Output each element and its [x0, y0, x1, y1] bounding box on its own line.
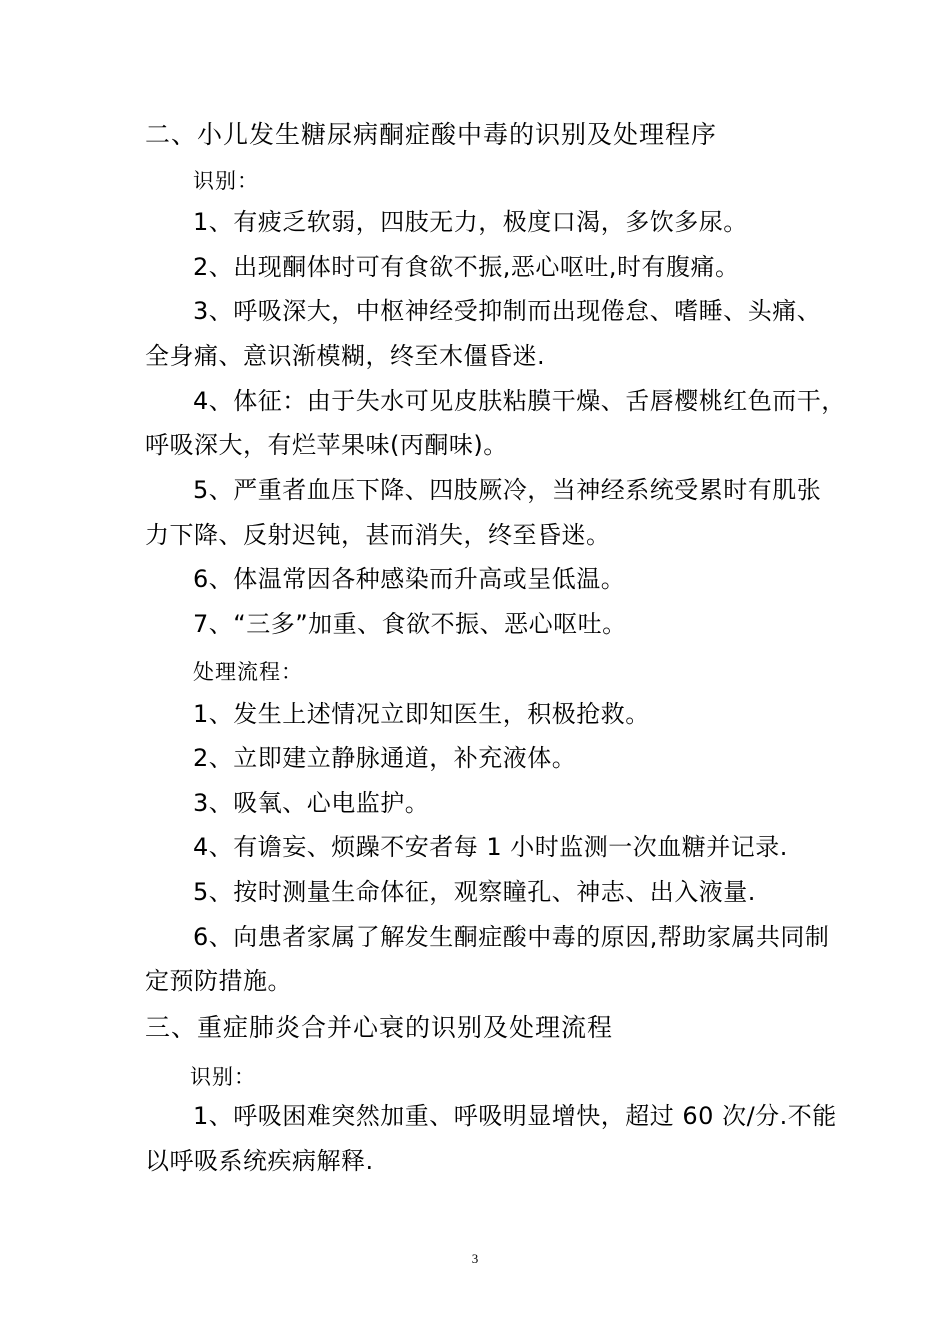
- section2-identify-item-5-cont: 力下降、反射迟钝，甚而消失，终至昏迷。: [145, 521, 611, 549]
- section2-process-item-2: 2、立即建立静脉通道，补充液体。: [193, 744, 577, 772]
- section2-heading: 二、小儿发生糖尿病酮症酸中毒的识别及处理程序: [145, 120, 718, 149]
- section3-identify-item-1-cont: 以呼吸系统疾病解释.: [145, 1147, 374, 1175]
- section2-identify-item-3-cont: 全身痛、意识渐模糊，终至木僵昏迷.: [145, 342, 546, 370]
- section2-identify-item-7: 7、“三多”加重、食欲不振、恶心呕吐。: [193, 610, 627, 638]
- section3-identify-label: 识别：: [190, 1065, 256, 1089]
- section2-process-item-3: 3、吸氧、心电监护。: [193, 789, 430, 817]
- section2-identify-item-2: 2、出现酮体时可有食欲不振,恶心呕吐,时有腹痛。: [193, 253, 740, 281]
- section2-identify-item-4-cont: 呼吸深大，有烂苹果味(丙酮味)。: [145, 431, 508, 459]
- section2-process-item-1: 1、发生上述情况立即知医生，积极抢救。: [193, 700, 650, 728]
- section2-process-label: 处理流程：: [193, 660, 303, 684]
- section2-process-item-6-cont: 定预防措施。: [145, 967, 292, 995]
- section2-process-item-5: 5、按时测量生命体征，观察瞳孔、神志、出入液量.: [193, 878, 756, 906]
- section2-identify-item-1: 1、有疲乏软弱，四肢无力，极度口渴，多饮多尿。: [193, 208, 748, 236]
- section2-identify-item-5: 5、严重者血压下降、四肢厥冷，当神经系统受累时有肌张: [193, 476, 822, 504]
- section2-process-item-4: 4、有谵妄、烦躁不安者每 1 小时监测一次血糖并记录.: [193, 833, 788, 861]
- section2-process-item-6: 6、向患者家属了解发生酮症酸中毒的原因,帮助家属共同制: [193, 923, 830, 951]
- section2-identify-label: 识别：: [193, 169, 259, 193]
- section2-identify-item-4: 4、体征：由于失水可见皮肤粘膜干燥、舌唇樱桃红色而干，: [193, 387, 846, 415]
- section3-identify-item-1: 1、呼吸困难突然加重、呼吸明显增快，超过 60 次/分.不能: [193, 1102, 837, 1130]
- section2-identify-item-6: 6、体温常因各种感染而升高或呈低温。: [193, 565, 626, 593]
- page-number: 3: [471, 1251, 479, 1266]
- section2-identify-item-3: 3、呼吸深大，中枢神经受抑制而出现倦怠、嗜睡、头痛、: [193, 297, 822, 325]
- section3-heading: 三、重症肺炎合并心衰的识别及处理流程: [145, 1013, 614, 1042]
